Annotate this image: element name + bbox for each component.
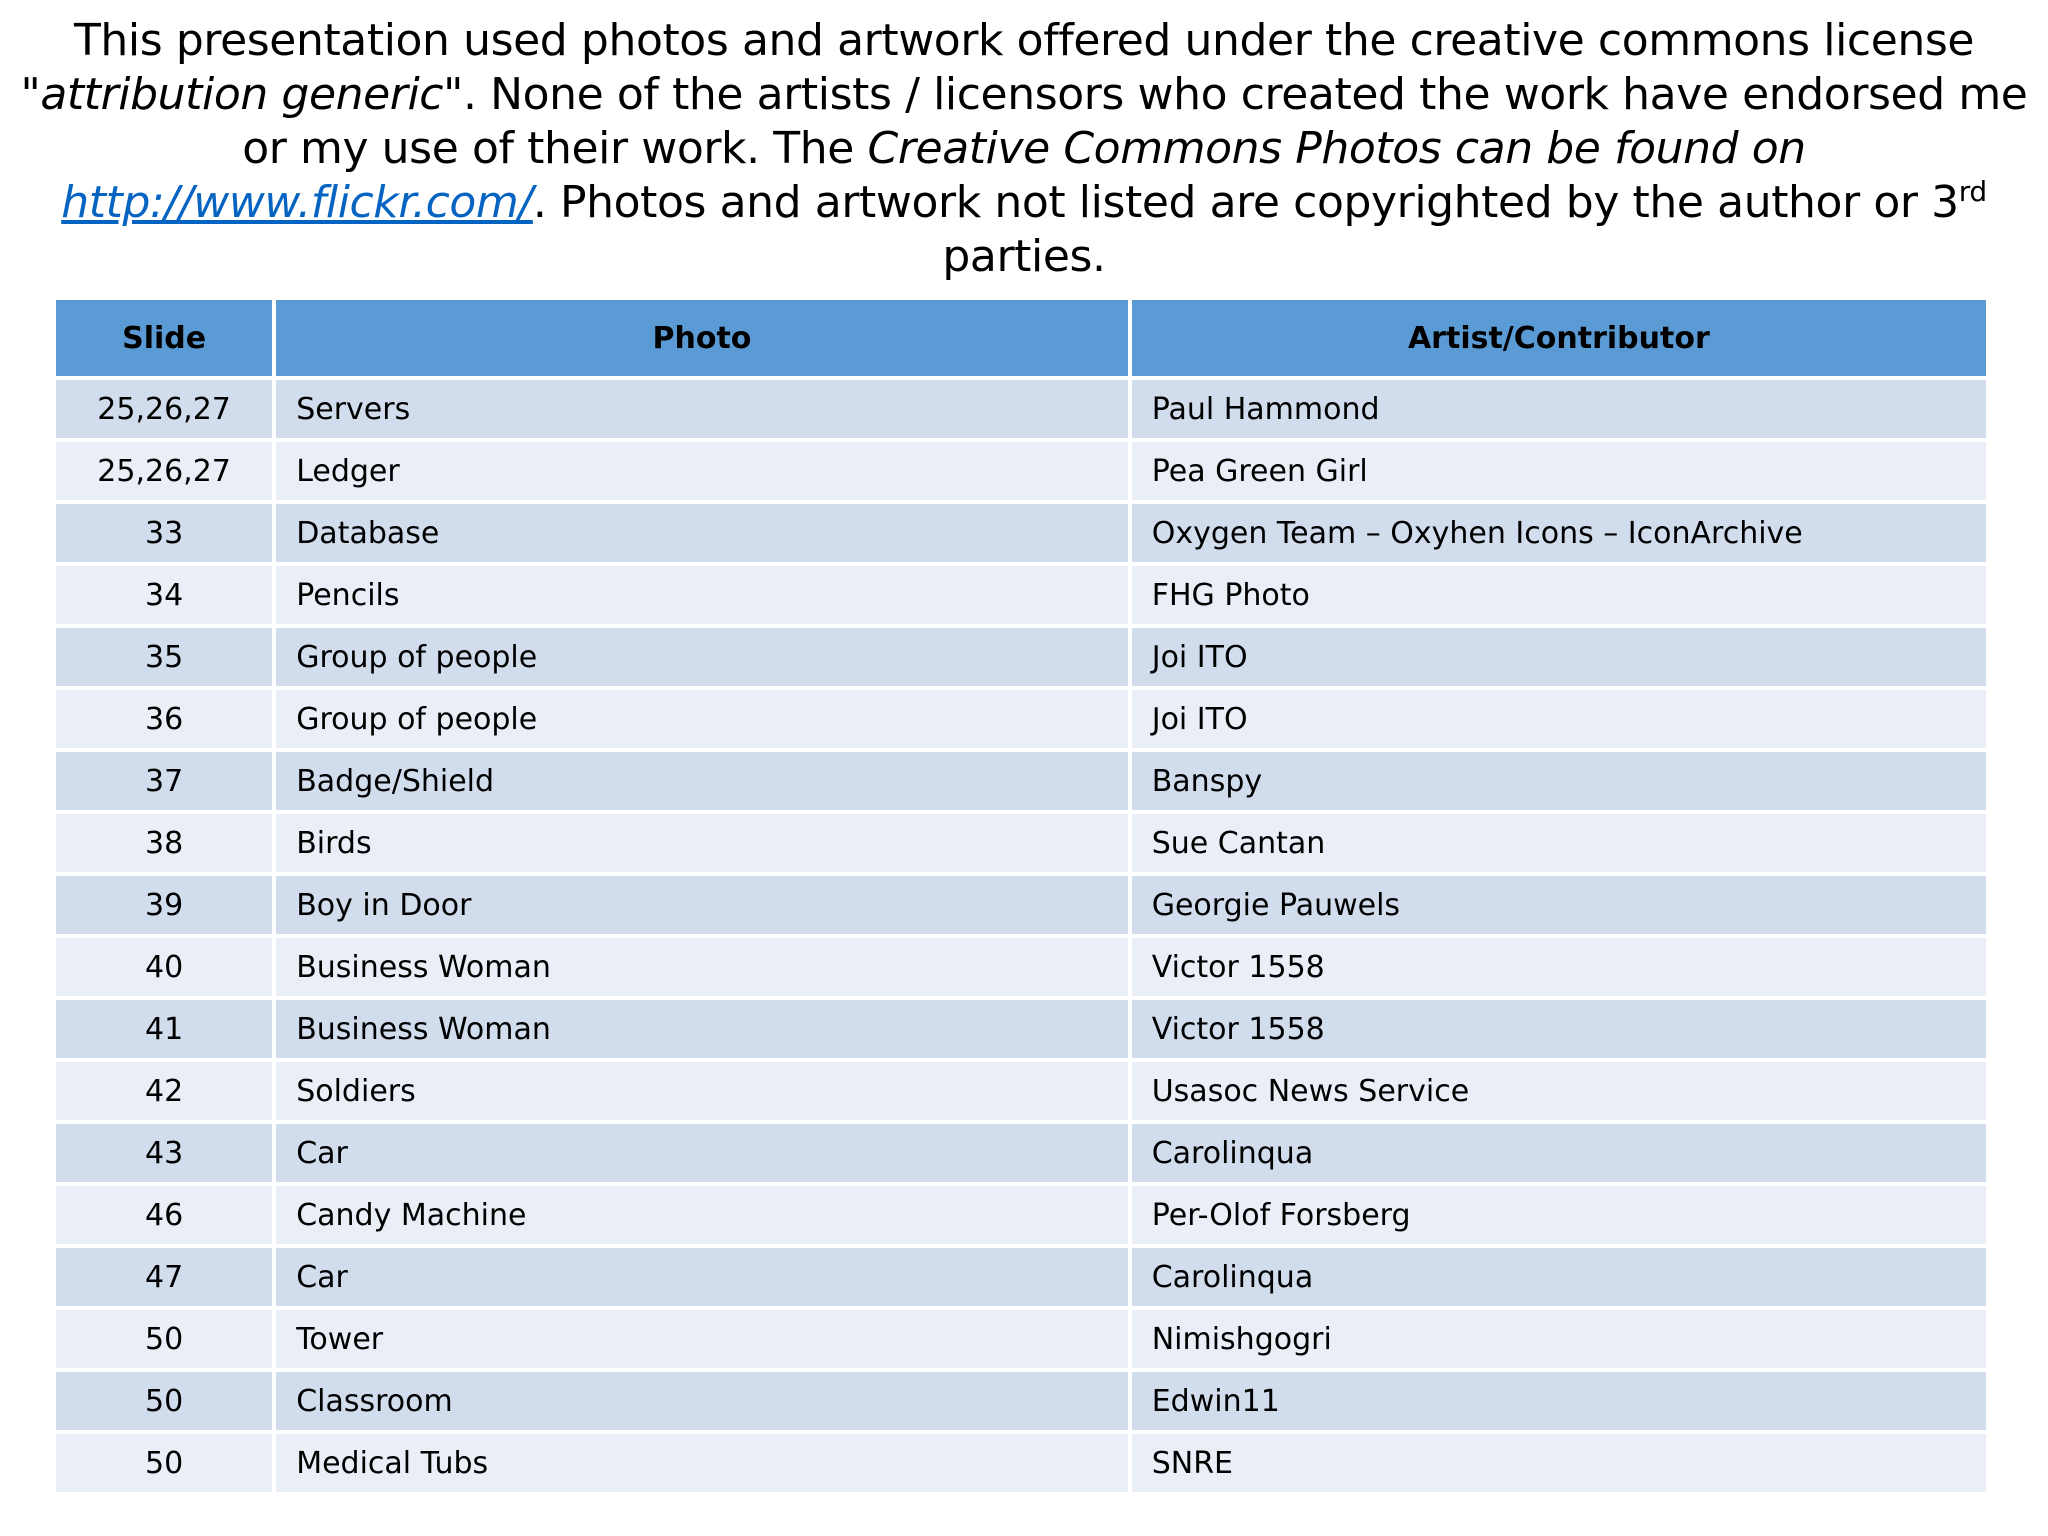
table-row xyxy=(56,814,1986,872)
artist-cell: Victor 1558 xyxy=(1132,938,1986,996)
slide-cell: 39 xyxy=(56,876,272,934)
notice-text-part-4: parties. xyxy=(942,231,1106,282)
artist-cell: Joi ITO xyxy=(1132,628,1986,686)
photo-cell: Car xyxy=(276,1248,1128,1306)
artist-cell: Banspy xyxy=(1132,752,1986,810)
photo-credits-table xyxy=(52,296,1990,1496)
slide-cell: 25,26,27 xyxy=(56,380,272,438)
artist-cell: Usasoc News Service xyxy=(1132,1062,1986,1120)
photo-cell: Business Woman xyxy=(276,1000,1128,1058)
artist-cell: Carolinqua xyxy=(1132,1124,1986,1182)
artist-cell: Victor 1558 xyxy=(1132,1000,1986,1058)
notice-text-part-3: . Photos and artwork not listed are copyrighted by the author or 3 xyxy=(532,177,1959,228)
photo-cell: Pencils xyxy=(276,566,1128,624)
slide-cell: 47 xyxy=(56,1248,272,1306)
photo-cell: Servers xyxy=(276,380,1128,438)
slide-cell: 40 xyxy=(56,938,272,996)
table-row xyxy=(56,876,1986,934)
photo-cell: Group of people xyxy=(276,690,1128,748)
artist-cell: Per-Olof Forsberg xyxy=(1132,1186,1986,1244)
table-row xyxy=(56,1000,1986,1058)
photo-cell: Badge/Shield xyxy=(276,752,1128,810)
artist-cell: Sue Cantan xyxy=(1132,814,1986,872)
photo-cell: Medical Tubs xyxy=(276,1434,1128,1492)
artist-cell: Oxygen Team – Oxyhen Icons – IconArchive xyxy=(1132,504,1986,562)
table-row xyxy=(56,1124,1986,1182)
table-row xyxy=(56,938,1986,996)
artist-cell: Nimishgogri xyxy=(1132,1310,1986,1368)
table-row xyxy=(56,442,1986,500)
slide-cell: 50 xyxy=(56,1434,272,1492)
notice-text-part-2: . None of the artists / licensors who created the work have endorsed me or my use of their work. The xyxy=(242,69,2028,174)
table-row xyxy=(56,380,1986,438)
table-row xyxy=(56,1434,1986,1492)
slide-cell: 35 xyxy=(56,628,272,686)
artist-cell: Paul Hammond xyxy=(1132,380,1986,438)
table-row xyxy=(56,752,1986,810)
creative-commons-phrase: Creative Commons Photos can be found on xyxy=(867,123,1806,174)
photo-cell: Database xyxy=(276,504,1128,562)
attribution-notice xyxy=(10,14,2038,284)
photo-cell: Tower xyxy=(276,1310,1128,1368)
table-header-row xyxy=(56,300,1986,376)
photo-cell: Birds xyxy=(276,814,1128,872)
artist-cell: Joi ITO xyxy=(1132,690,1986,748)
photo-cell: Classroom xyxy=(276,1372,1128,1430)
photo-cell: Group of people xyxy=(276,628,1128,686)
table-row xyxy=(56,690,1986,748)
table-row xyxy=(56,628,1986,686)
slide-cell: 34 xyxy=(56,566,272,624)
table-row xyxy=(56,1186,1986,1244)
slide-cell: 37 xyxy=(56,752,272,810)
artist-cell: FHG Photo xyxy=(1132,566,1986,624)
slide-cell: 36 xyxy=(56,690,272,748)
photo-cell: Candy Machine xyxy=(276,1186,1128,1244)
artist-cell: Edwin11 xyxy=(1132,1372,1986,1430)
slide-cell: 38 xyxy=(56,814,272,872)
slide-cell: 50 xyxy=(56,1372,272,1430)
artist-cell: Carolinqua xyxy=(1132,1248,1986,1306)
notice-text-part-1: This presentation used photos and artwork offered under the creative commons license xyxy=(73,15,1975,66)
photo-cell: Ledger xyxy=(276,442,1128,500)
slide-cell: 25,26,27 xyxy=(56,442,272,500)
slide-cell: 41 xyxy=(56,1000,272,1058)
photo-column-header: Photo xyxy=(276,300,1128,376)
photo-cell: Car xyxy=(276,1124,1128,1182)
table-row xyxy=(56,566,1986,624)
flickr-link[interactable]: http://www.flickr.com/ xyxy=(61,177,533,228)
slide-cell: 43 xyxy=(56,1124,272,1182)
artist-cell: Pea Green Girl xyxy=(1132,442,1986,500)
table-row xyxy=(56,1310,1986,1368)
artist-cell: SNRE xyxy=(1132,1434,1986,1492)
license-name: "attribution generic" xyxy=(20,69,463,120)
photo-cell: Business Woman xyxy=(276,938,1128,996)
photo-cell: Soldiers xyxy=(276,1062,1128,1120)
table-body xyxy=(56,380,1986,1492)
slide-cell: 46 xyxy=(56,1186,272,1244)
table-row xyxy=(56,1062,1986,1120)
artist-cell: Georgie Pauwels xyxy=(1132,876,1986,934)
table-row xyxy=(56,1372,1986,1430)
slide-column-header: Slide xyxy=(56,300,272,376)
table-row xyxy=(56,1248,1986,1306)
table-row xyxy=(56,504,1986,562)
artist-column-header: Artist/Contributor xyxy=(1132,300,1986,376)
ordinal-suffix: rd xyxy=(1958,175,1987,208)
photo-cell: Boy in Door xyxy=(276,876,1128,934)
slide-cell: 42 xyxy=(56,1062,272,1120)
slide-cell: 33 xyxy=(56,504,272,562)
slide-cell: 50 xyxy=(56,1310,272,1368)
